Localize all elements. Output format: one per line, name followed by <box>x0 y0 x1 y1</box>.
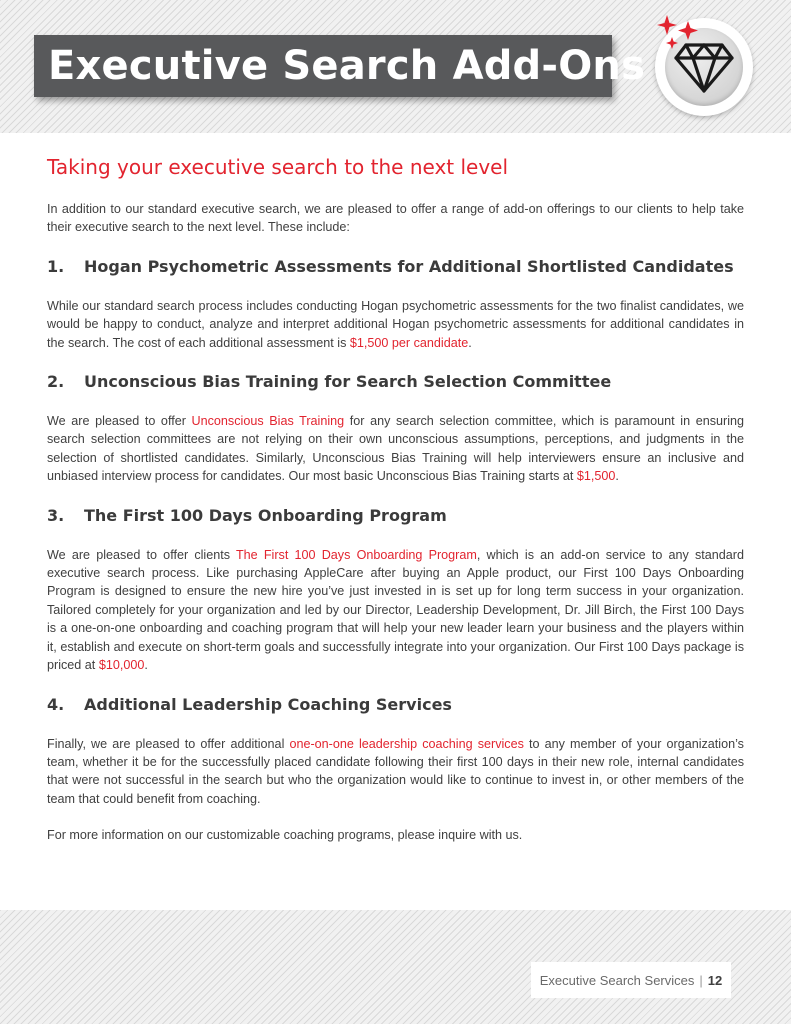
section-heading-3 <box>47 506 744 525</box>
page-footer <box>531 962 731 998</box>
section-title: Hogan Psychometric Assessments for Additional Shortlisted Candidates <box>84 256 734 276</box>
page-subtitle: Taking your executive search to the next level <box>47 155 509 179</box>
section-number: 2. <box>47 372 65 392</box>
intro-paragraph: In addition to our standard executive search, we are pleased to offer a range of add-on offerings to our clients to help take their executive search to the next level. These include: <box>47 202 744 235</box>
section-title: The First 100 Days Onboarding Program <box>84 505 447 525</box>
section-heading-4 <box>47 695 744 714</box>
paragraph-text: , which is an add-on service to any standard executive search process. Like purchasing AppleCare after buying an Apple product, our First 100 Days Onboarding Program is designed to ensure the new hire you’ve just invested in is set up for long term success in your organization. Tailored completely for your organization and led by our Director, Leadership Development, Dr. Jill Birch, the First 100 Days is a one-on-one onboarding and coaching program that will help your new leader learn your business and the players within it, establish and execute on short-term goals and successfully integrate into your organization. Our First 100 Days package is priced at <box>47 547 744 673</box>
paragraph-text: to any member of your organization’s team, whether it be for the successfully placed candidate following their first 100 days in their new role, internal candidates that were not successful in the search but who the organization would like to continue to invest in, or other members of the team that could benefit from coaching. <box>47 736 744 806</box>
page-number: 12 <box>707 972 723 988</box>
paragraph-text: for any search selection committee, which is paramount in ensuring search selection committees are not relying on their own unconscious assumptions, perceptions, and judgments in the selection of shortlisted candidates. Similarly, Unconscious Bias Training will help interviewers ensure an inclusive and unbiased interview process for candidates. Our most basic Unconscious Bias Training starts at <box>47 414 745 484</box>
footer-label: Executive Search Services <box>539 972 695 988</box>
title-banner <box>34 35 646 97</box>
section-paragraph-3 <box>47 546 744 675</box>
paragraph-text: . <box>615 469 619 484</box>
paragraph-text: . <box>468 335 472 350</box>
main-content <box>47 155 744 845</box>
paragraph-text: . <box>144 658 148 673</box>
section-title: Additional Leadership Coaching Services <box>84 694 452 714</box>
section-heading-2 <box>47 372 744 391</box>
closing-paragraph: For more information on our customizable coaching programs, please inquire with us. <box>47 828 523 843</box>
section-title: Unconscious Bias Training for Search Selection Committee <box>84 372 612 392</box>
section-paragraph-2 <box>47 412 744 486</box>
footer-separator: | <box>699 972 703 988</box>
paragraph-text: We are pleased to offer clients <box>47 547 236 562</box>
price-highlight: $1,500 <box>576 469 616 484</box>
price-highlight: $1,500 per candidate <box>349 335 469 350</box>
section-number: 1. <box>47 256 65 276</box>
service-link[interactable]: Unconscious Bias Training <box>191 414 345 429</box>
paragraph-text: Finally, we are pleased to offer additional <box>47 736 290 751</box>
section-paragraph-4 <box>47 735 744 809</box>
service-link[interactable]: one-on-one leadership coaching services <box>289 736 524 751</box>
price-highlight: $10,000 <box>98 658 145 673</box>
paragraph-text: We are pleased to offer <box>47 414 192 429</box>
section-heading-1 <box>47 257 744 276</box>
paragraph-text: While our standard search process includes conducting Hogan psychometric assessments for the two finalist candidates, we would be happy to conduct, analyze and interpret additional Hogan psychometric assessments for additional candidates in the search. The cost of each additional assessment is <box>47 298 744 350</box>
section-number: 3. <box>47 505 65 525</box>
service-link[interactable]: The First 100 Days Onboarding Program <box>235 547 477 562</box>
page-title: Executive Search Add-Ons <box>48 43 646 89</box>
sparkle-icon <box>657 14 707 54</box>
section-paragraph-1 <box>47 297 744 352</box>
section-number: 4. <box>47 694 65 714</box>
